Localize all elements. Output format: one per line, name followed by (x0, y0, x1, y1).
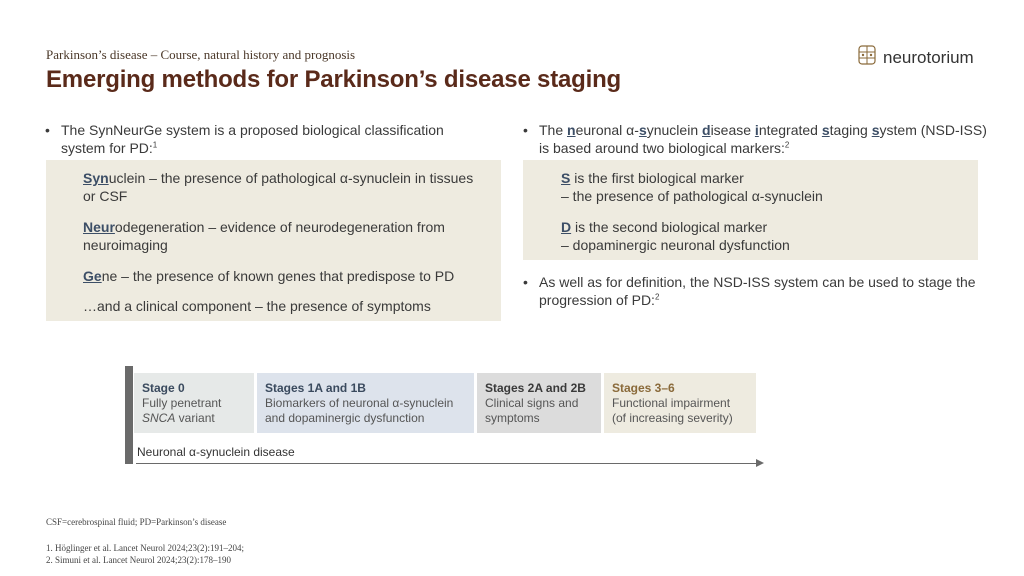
keyword: d (702, 122, 711, 138)
list-item (83, 297, 493, 315)
text-part: euronal α- (575, 122, 639, 138)
stage-line2: and dopaminergic dysfunction (265, 411, 425, 425)
bullet-dot: • (523, 274, 528, 290)
gene-name: SNCA (142, 411, 176, 425)
stage-3-box (604, 373, 756, 433)
text-part: ystem (NSD-ISS) is based around two biological markers: (539, 122, 987, 156)
keyword: i (754, 122, 759, 138)
keyword: D (561, 219, 572, 235)
staging-bullet-text: As well as for definition, the NSD-ISS system can be used to stage the progression of PD: (539, 274, 976, 308)
bullet-dot: • (45, 122, 50, 138)
stage-title: Stages 3–6 (612, 381, 675, 395)
item-text: …and a clinical component – the presence of symptoms (83, 298, 431, 314)
synneurge-bullet (45, 121, 481, 157)
stage-title: Stages 2A and 2B (485, 381, 586, 395)
list-item (83, 218, 483, 254)
keyword: Neur (83, 219, 115, 235)
stage-title: Stages 1A and 1B (265, 381, 366, 395)
stage-line1: Clinical signs and (485, 396, 579, 410)
brain-logo-icon (857, 44, 877, 71)
stage-line1: Functional impairment (612, 396, 731, 410)
stage-2-box (477, 373, 601, 433)
marker-line1: is the second biological marker (571, 219, 768, 235)
text-part: taging (829, 122, 872, 138)
stage-line1: Fully penetrant (142, 396, 222, 410)
stage-line1: Biomarkers of neuronal α-synuclein (265, 396, 454, 410)
text-part: The (539, 122, 568, 138)
item-text: uclein – the presence of pathological α-synuclein in tissues or CSF (83, 170, 474, 204)
marker-item (561, 218, 961, 254)
bullet-dot: • (523, 122, 528, 138)
marker-line1: is the first biological marker (570, 170, 744, 186)
item-text: ne – the presence of known genes that predispose to PD (101, 268, 455, 284)
stage-axis-bar (125, 366, 133, 464)
keyword: s (821, 122, 830, 138)
ref-sup: 1 (152, 140, 158, 150)
keyword: s (871, 122, 880, 138)
reference-1: 1. Höglinger et al. Lancet Neurol 2024;23(2):191–204; (46, 543, 244, 553)
keyword: S (561, 170, 571, 186)
brand-logo (857, 44, 974, 71)
ref-sup: 2 (654, 292, 660, 302)
keyword: n (567, 122, 576, 138)
list-item (83, 267, 493, 285)
synneurge-bullet-text: The SynNeurGe system is a proposed biological classification system for PD: (61, 122, 444, 156)
disease-axis-label: Neuronal α-synuclein disease (137, 445, 295, 459)
stage-title: Stage 0 (142, 381, 185, 395)
logo-text: neurotorium (883, 47, 974, 67)
keyword: Syn (83, 170, 109, 186)
keyword: s (638, 122, 647, 138)
keyword: Ge (83, 268, 102, 284)
nsd-iss-bullet (523, 121, 989, 157)
text-part: ntegrated (758, 122, 822, 138)
marker-line2: – dopaminergic neuronal dysfunction (561, 237, 790, 253)
staging-bullet (523, 273, 989, 309)
reference-2: 2. Simuni et al. Lancet Neurol 2024;23(2):178–190 (46, 555, 231, 565)
section-subtitle: Parkinson’s disease – Course, natural history and prognosis (46, 47, 356, 62)
stage-line2-rest: variant (175, 411, 215, 425)
text-part: ynuclein (646, 122, 702, 138)
stage-line2 (142, 411, 246, 426)
stage-line2: symptoms (485, 411, 540, 425)
arrow-right-icon (756, 459, 764, 467)
item-text: odegeneration – evidence of neurodegeneration from neuroimaging (83, 219, 445, 253)
disease-axis-line (136, 463, 758, 464)
list-item (83, 169, 483, 205)
stage-1-box (257, 373, 474, 433)
abbreviations: CSF=cerebrospinal fluid; PD=Parkinson’s disease (46, 517, 227, 527)
text-part: isease (710, 122, 755, 138)
stage-0-box (134, 373, 254, 433)
stage-line2: (of increasing severity) (612, 411, 733, 425)
marker-item (561, 169, 961, 205)
page-title: Emerging methods for Parkinson’s disease staging (46, 66, 621, 93)
ref-sup: 2 (784, 140, 790, 150)
marker-line2: – the presence of pathological α-synuclein (561, 188, 823, 204)
